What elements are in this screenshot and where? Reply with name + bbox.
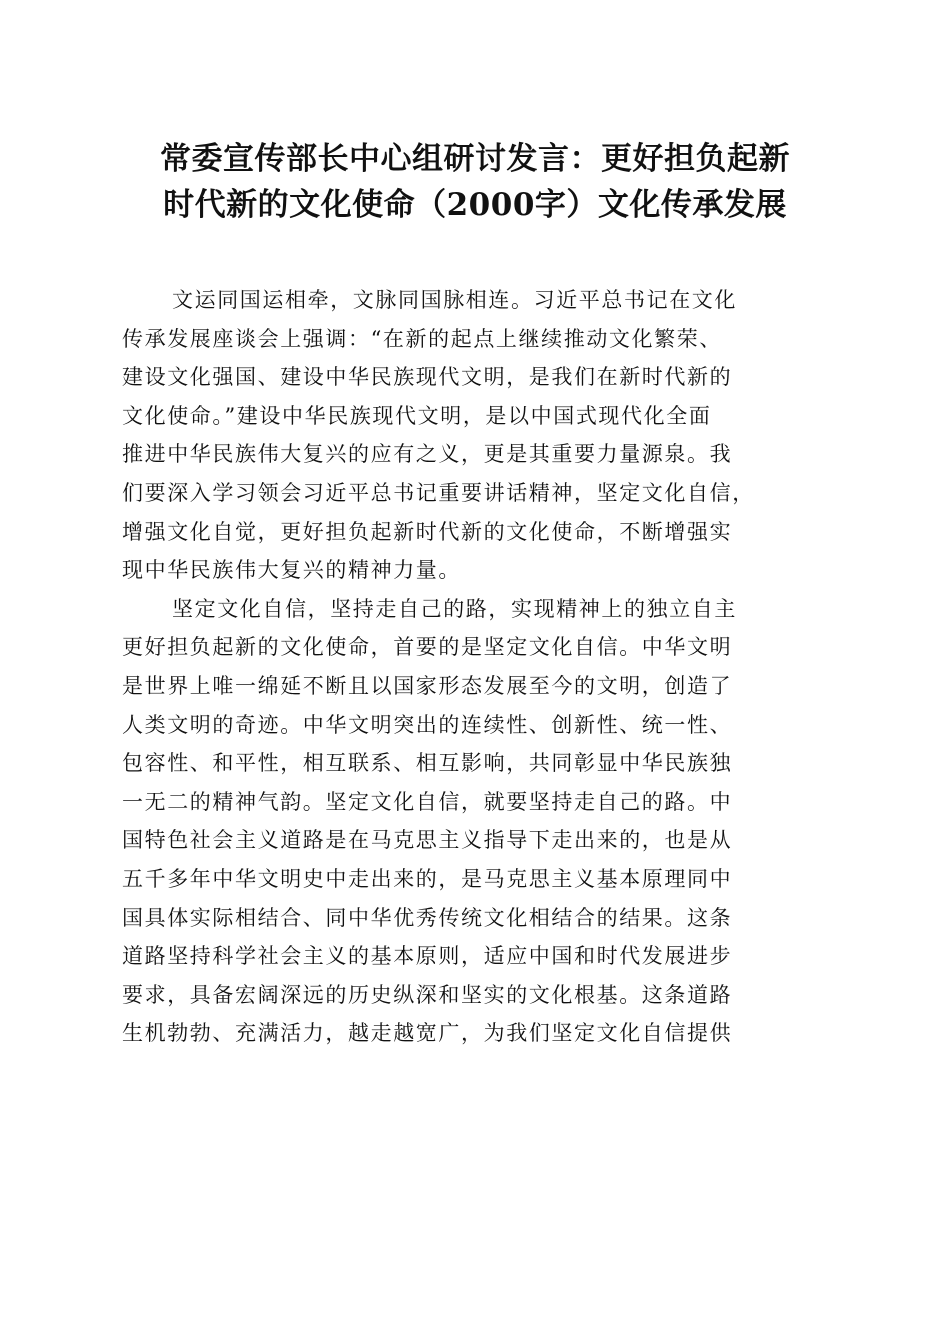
paragraph-1	[122, 281, 828, 590]
text-line: 传承发展座谈会上强调：“在新的起点上继续推动文化繁荣、	[122, 326, 722, 351]
text-line: 五千多年中华文明史中走出来的，是马克思主义基本原理同中	[122, 866, 733, 891]
text-line: 更好担负起新的文化使命，首要的是坚定文化自信。中华文明	[122, 635, 733, 660]
title-line-1: 常委宣传部长中心组研讨发言：更好担负起新	[160, 141, 790, 177]
text-line: 道路坚持科学社会主义的基本原则，适应中国和时代发展进步	[122, 944, 733, 969]
text-line: 建设文化强国、建设中华民族现代文明，是我们在新时代新的	[122, 365, 733, 390]
text-line: 推进中华民族伟大复兴的应有之义，更是其重要力量源泉。我	[122, 442, 733, 467]
text-line: 包容性、和平性，相互联系、相互影响，共同彰显中华民族独	[122, 751, 733, 776]
text-line: 增强文化自觉，更好担负起新时代新的文化使命，不断增强实	[122, 519, 733, 544]
text-line: 生机勃勃、充满活力，越走越宽广，为我们坚定文化自信提供	[122, 1021, 733, 1046]
text-line: 们要深入学习领会习近平总书记重要讲话精神，坚定文化自信，	[122, 480, 755, 505]
text-line: 文化使命。”建设中华民族现代文明，是以中国式现代化全面	[122, 403, 712, 428]
text-line: 国特色社会主义道路是在马克思主义指导下走出来的，也是从	[122, 828, 733, 853]
title-line-2: 时代新的文化使命（2000字）文化传承发展	[163, 187, 787, 223]
text-line: 人类文明的奇迹。中华文明突出的连续性、创新性、统一性、	[122, 712, 733, 737]
text-line: 文运同国运相牵，文脉同国脉相连。习近平总书记在文化	[172, 288, 737, 312]
text-line: 是世界上唯一绵延不断且以国家形态发展至今的文明，创造了	[122, 673, 733, 698]
text-line: 国具体实际相结合、同中华优秀传统文化相结合的结果。这条	[122, 905, 733, 930]
document-body	[122, 281, 828, 1053]
text-line: 要求，具备宏阔深远的历史纵深和坚实的文化根基。这条道路	[122, 982, 733, 1007]
paragraph-2	[122, 590, 828, 1053]
text-line: 坚定文化自信，坚持走自己的路，实现精神上的独立自主	[172, 596, 737, 621]
document-title	[110, 136, 840, 228]
text-line: 现中华民族伟大复兴的精神力量。	[122, 558, 461, 583]
text-line: 一无二的精神气韵。坚定文化自信，就要坚持走自己的路。中	[122, 789, 733, 814]
